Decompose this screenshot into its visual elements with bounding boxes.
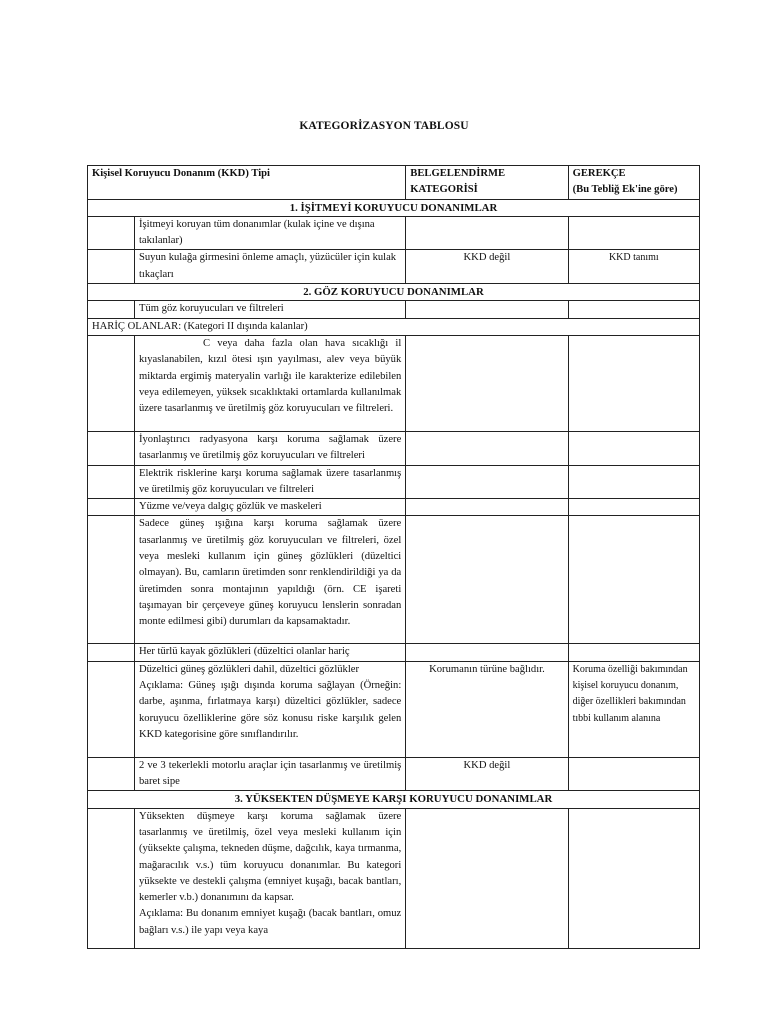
row-label: Sadece güneş ışığına karşı koruma sağlamak üzere tasarlanmış ve üretilmiş göz koruyucuları ve filtreleri, özel veya mesleki kullanım için güneş gözlükleri (düzeltici olmayan). Bu, camların üretimden sonr renklendirildiği ya da üretimden sonra montajının yapıldığı (örn. CE işareti taşımayan bir çerçeveye güneş koruyucu lenslerin sonradan monte edilmesi gibi) durumları da kapsamaktadır. xyxy=(134,516,405,644)
row-label: Yüksekten düşmeye karşı koruma sağlamak üzere tasarlanmış ve üretilmiş, özel veya mesleki kullanım için (yüksekte çalışma, tekneden düşme, dağcılık, kaya tırmanma, mağaracılık v.s.) tüm koruyucu donanımlar. Bu kategori yüksekte ve destekli çalışma (emniyet kuşağı, bacak bantları, kemerler v.b.) donanımını da kapsar. Açıklama: Bu donanım emniyet kuşağı (bacak bantları, omuz bağları v.s.) ile yapı veya kaya xyxy=(134,808,405,948)
row-label: İyonlaştırıcı radyasyona karşı koruma sağlamak üzere tasarlanmış ve üretilmiş göz koruyucuları ve filtreleri xyxy=(134,431,405,465)
category-cell: KKD değil xyxy=(406,250,568,284)
table-row xyxy=(88,499,700,516)
table-row xyxy=(88,301,700,318)
table-row xyxy=(88,644,700,661)
category-cell: Korumanın türüne bağlıdır. xyxy=(406,661,568,757)
table-row xyxy=(88,250,700,284)
reason-cell: Koruma özelliği bakımından kişisel koruyucu donanım, diğer özellikleri bakımından tıbbi kullanım alanına xyxy=(568,661,699,757)
section-row xyxy=(88,284,700,301)
row-label: 2 ve 3 tekerlekli motorlu araçlar için tasarlanmış ve üretilmiş baret sipe xyxy=(134,757,405,791)
categorization-table xyxy=(87,165,700,949)
reason-cell: KKD tanımı xyxy=(568,250,699,284)
row-label: Her türlü kayak gözlükleri (düzeltici olanlar hariç xyxy=(134,644,405,661)
table-row xyxy=(88,661,700,757)
row-label: İşitmeyi koruyan tüm donanımlar (kulak içine ve dışına takılanlar) xyxy=(134,216,405,250)
table-row xyxy=(88,318,700,335)
table-row xyxy=(88,757,700,791)
row-label: Yüzme ve/veya dalgıç gözlük ve maskeleri xyxy=(134,499,405,516)
section-fall: 3. YÜKSEKTEN DÜŞMEYE KARŞI KORUYUCU DONANIMLAR xyxy=(88,791,700,808)
row-label: Tüm göz koruyucuları ve filtreleri xyxy=(134,301,405,318)
row-label: Elektrik risklerine karşı koruma sağlamak üzere tasarlanmış ve üretilmiş göz koruyucuları ve filtreleri xyxy=(134,465,405,499)
table-row xyxy=(88,335,700,431)
category-cell: KKD değil xyxy=(406,757,568,791)
table-row xyxy=(88,516,700,644)
section-eye: 2. GÖZ KORUYUCU DONANIMLAR xyxy=(88,284,700,301)
exclusions-label: HARİÇ OLANLAR: (Kategori II dışında kalanlar) xyxy=(88,318,700,335)
row-label: C veya daha fazla olan hava sıcaklığı il kıyaslanabilen, kızıl ötesi ışın yayılması, alev veya büyük miktarda ergimiş materyalin varlığı ile karakterize edilebilen veya edilemeyen, yüksek sıcaklıktaki ortamlarda kullanılmak üzere tasarlanmış ve üretilmiş göz koruyucuları ve filtreleri. xyxy=(134,335,405,431)
header-ppe-type: Kişisel Koruyucu Donanım (KKD) Tipi xyxy=(88,166,406,200)
document-title: KATEGORİZASYON TABLOSU xyxy=(299,120,469,132)
table-header-row xyxy=(88,166,700,200)
section-row xyxy=(88,791,700,808)
header-category: BELGELENDİRME KATEGORİSİ xyxy=(406,166,568,200)
table-row xyxy=(88,431,700,465)
header-reason: GEREKÇE (Bu Tebliğ Ek'ine göre) xyxy=(568,166,699,200)
section-hearing: 1. İŞİTMEYİ KORUYUCU DONANIMLAR xyxy=(88,199,700,216)
table-row xyxy=(88,465,700,499)
section-row xyxy=(88,199,700,216)
table-row xyxy=(88,216,700,250)
table-row xyxy=(88,808,700,948)
row-label: Düzeltici güneş gözlükleri dahil, düzeltici gözlükler Açıklama: Güneş ışığı dışında koruma sağlayan (Örneğin: darbe, aşınma, fırlatmaya karşı) düzeltici gözlükler, sadece koruyucu özelliklerine göre söz konusu riske karşılık gelen KKD kategorisine göre sınıflandırılır. xyxy=(134,661,405,757)
row-label: Suyun kulağa girmesini önleme amaçlı, yüzücüler için kulak tıkaçları xyxy=(134,250,405,284)
